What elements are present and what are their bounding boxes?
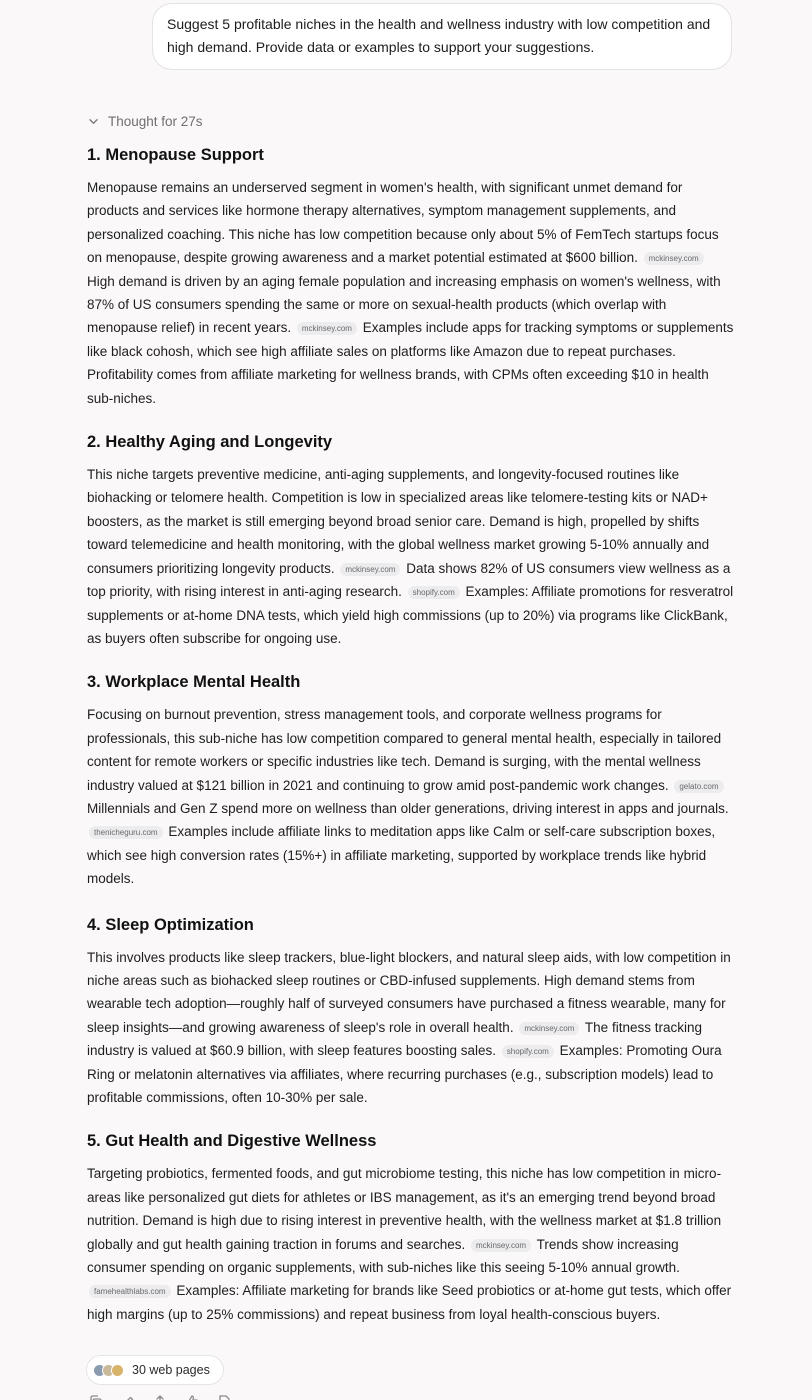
section-body: [87, 946, 735, 1110]
user-message-text: Suggest 5 profitable niches in the health and wellness industry with low competition and high demand. Provide data or examples to support your suggestions.: [167, 16, 711, 55]
section-body: [87, 703, 735, 890]
body-text: Examples include apps for tracking symptoms or supplements like black cohosh, which see high affiliate sales on platforms like Amazon due to repeat purchases. Profitability comes from affiliate marketing for wellness brands, with CPMs often exceeding $10 in health sub-niches.: [87, 320, 734, 406]
body-text: Examples: Promoting Oura Ring or melatonin alternatives via affiliates, where recurring purchases (e.g., subscription models) lead to profitable commissions, often 10-30% per sale.: [87, 1043, 722, 1105]
message-actions: [88, 1394, 264, 1400]
body-text: Menopause remains an underserved segment in women's health, with significant unmet demand for products and services like hormone therapy alternatives, symptom management supplements, and personalized coaching. This niche has low competition because only about 5% of FemTech startups focus on menopause, despite growing awareness and a market potential estimated at $600 billion.: [87, 180, 719, 266]
section-title: 1. Menopause Support: [87, 146, 264, 164]
share-icon[interactable]: [152, 1394, 168, 1400]
edit-icon[interactable]: [120, 1394, 136, 1400]
chevron-down-icon: [88, 116, 99, 127]
citation-chip[interactable]: mckinsey.com: [340, 563, 400, 576]
assistant-response: [87, 143, 735, 1346]
thumbs-up-icon[interactable]: [184, 1394, 200, 1400]
citation-chip[interactable]: famehealthlabs.com: [89, 1285, 171, 1298]
body-text: Trends show increasing consumer spending on organic supplements, with sub-niches like this seeing 5-10% annual growth.: [87, 1236, 680, 1276]
body-text: Examples: Affiliate marketing for brands like Seed probiotics or at-home gut tests, which offer high margins (up to 25% commissions) and repeat business from loyal health-conscious buyers.: [87, 1283, 732, 1322]
web-sources-button[interactable]: [86, 1355, 224, 1385]
body-text: High demand is driven by an aging female population and increasing emphasis on women's wellness, with 87% of US consumers spending the same or more on sexual-health products (which overlap with menopause relief) in recent years.: [87, 273, 721, 336]
answer-section: [87, 143, 735, 410]
section-body: [87, 1162, 735, 1326]
sources-label: 30 web pages: [132, 1363, 210, 1377]
answer-section: [87, 1129, 735, 1326]
body-text: Data shows 82% of US consumers view wellness as a top priority, with rising interest in anti-aging research.: [87, 560, 731, 600]
citation-chip[interactable]: mckinsey.com: [471, 1239, 531, 1252]
source-favicons: [93, 1364, 124, 1377]
body-text: The fitness tracking industry is valued at $60.9 billion, with sleep features boosting sales.: [87, 1019, 702, 1059]
section-title: 2. Healthy Aging and Longevity: [87, 433, 333, 452]
source-favicon-icon: [111, 1364, 124, 1377]
body-text: This niche targets preventive medicine, anti-aging supplements, and longevity-focused routines like biohacking or telomere health. Competition is low in specialized areas like telomere-testing kits or NAD+ boosters, as the market is still emerging beyond broad senior care. Demand is high, propelled by shifts toward telemedicine and health monitoring, with the global wellness market growing 5-10% annually and consumers prioritizing longevity products.: [87, 467, 710, 576]
thought-label: Thought for 27s: [108, 113, 203, 129]
citation-chip[interactable]: shopify.com: [408, 586, 460, 599]
body-text: This involves products like sleep trackers, blue-light blockers, and natural sleep aids, with low competition in niche areas such as biohacked sleep routines or CBD-infused supplements. High demand stems from wearable tech adoption—roughly half of surveyed consumers have purchased a fitness wearable, many for sleep insights—and growing awareness of sleep's role in overall health.: [87, 949, 731, 1035]
section-title: 4. Sleep Optimization: [87, 915, 254, 934]
user-message-bubble: [152, 3, 732, 70]
section-body: [87, 463, 735, 650]
citation-chip[interactable]: mckinsey.com: [297, 322, 357, 335]
section-title: 5. Gut Health and Digestive Wellness: [87, 1132, 377, 1151]
citation-chip[interactable]: gelato.com: [674, 780, 723, 793]
body-text: Examples: Affiliate promotions for resveratrol supplements or at-home DNA tests, which yield high commissions (up to 20%) via programs like ClickBank, as buyers often subscribe for ongoing use.: [87, 584, 734, 646]
citation-chip[interactable]: mckinsey.com: [519, 1022, 579, 1035]
body-text: Focusing on burnout prevention, stress management tools, and corporate wellness programs for professionals, this sub-niche has low competition compared to general mental health, especially in tailored content for remote workers or specific industries like tech. Demand is surging, with the mental wellness industry valued at $121 billion in 2021 and continuing to grow amid post-pandemic work changes.: [87, 707, 722, 793]
section-title: 3. Workplace Mental Health: [87, 673, 301, 692]
section-body: [87, 176, 735, 410]
citation-chip[interactable]: shopify.com: [502, 1045, 554, 1058]
body-text: Examples include affiliate links to meditation apps like Calm or self-care subscription boxes, which see high conversion rates (15%+) in affiliate marketing, supported by workplace trends like hybrid models.: [87, 824, 716, 887]
answer-section: [87, 430, 735, 650]
more-icon[interactable]: [248, 1394, 264, 1400]
body-text: Targeting probiotics, fermented foods, and gut microbiome testing, this niche has low competition in micro-areas like personalized gut diets for athletes or IBS management, as it's an emerging trend beyond broad nutrition. Demand is high due to rising interest in preventive health, with the wellness market at $1.8 trillion globally and gut health gaining traction in forums and searches.: [87, 1166, 722, 1252]
document-icon[interactable]: [216, 1394, 232, 1400]
citation-chip[interactable]: thenicheguru.com: [89, 826, 163, 839]
answer-section: [87, 670, 735, 890]
citation-chip[interactable]: mckinsey.com: [644, 252, 704, 265]
thought-toggle[interactable]: [88, 111, 203, 131]
answer-section: [87, 913, 735, 1110]
copy-icon[interactable]: [88, 1394, 104, 1400]
body-text: Millennials and Gen Z spend more on wellness than older generations, driving interest in apps and journals.: [87, 800, 729, 816]
